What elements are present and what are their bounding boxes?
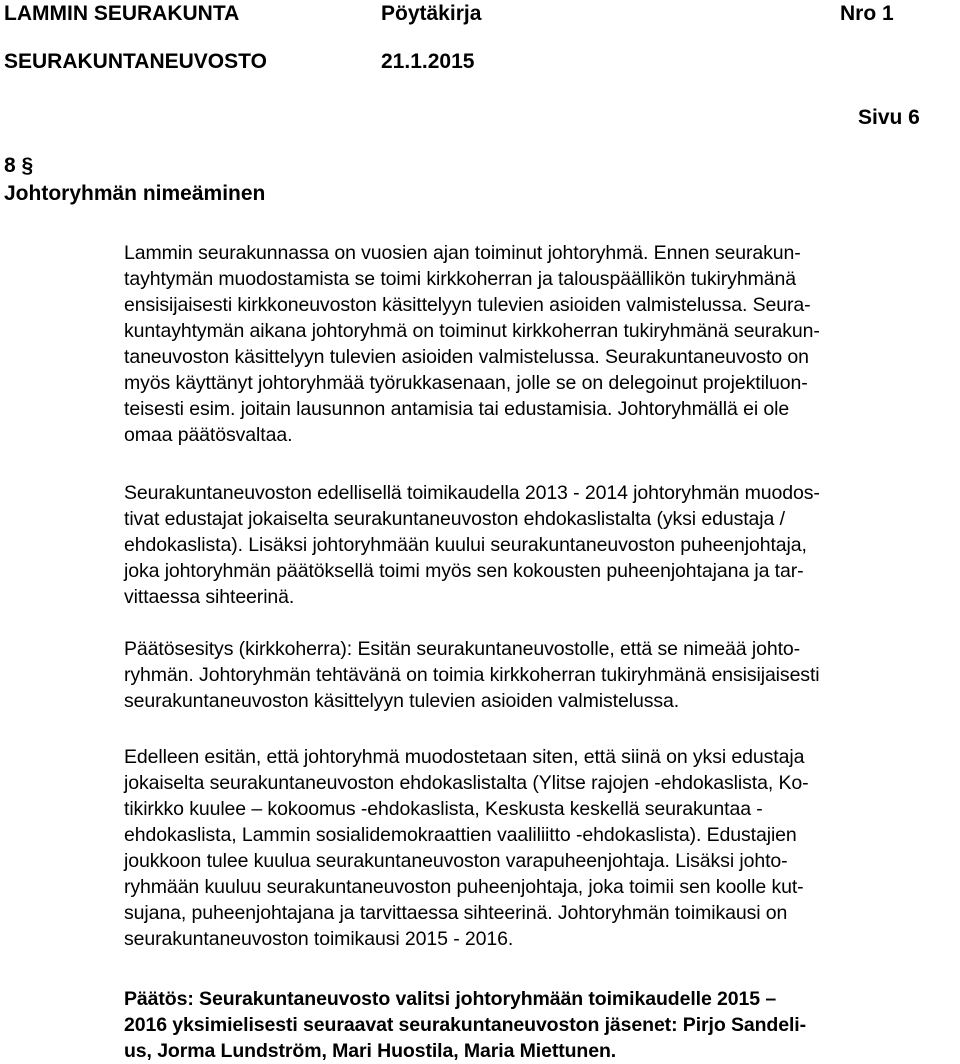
text-line: omaa päätösvaltaa.	[124, 424, 293, 446]
text-line: Päätösesitys (kirkkoherra): Esitän seurakuntaneuvostolle, että se nimeää johto-	[124, 638, 801, 660]
organization-name: LAMMIN SEURAKUNTA	[4, 2, 240, 25]
text-line: joka johtoryhmän päätöksellä toimi myös sen kokousten puheenjohtajana ja tar-	[124, 560, 804, 582]
text-line: seurakuntaneuvoston käsittelyyn tulevien asioiden valmistelussa.	[124, 690, 680, 712]
section-number: 8 §	[4, 154, 34, 177]
text-line: ensisijaisesti kirkkoneuvoston käsittelyyn tulevien asioiden valmistelussa. Seura-	[124, 294, 811, 316]
paragraph-proposal	[124, 636, 954, 714]
text-line: tikirkko kuulee – kokoomus -ehdokaslista, Keskusta keskellä seurakuntaa -	[124, 798, 763, 820]
text-line: Seurakuntaneuvoston edellisellä toimikaudella 2013 - 2014 johtoryhmän muodos-	[124, 482, 820, 504]
text-line: Päätös: Seurakuntaneuvosto valitsi johtoryhmään toimikaudelle 2015 –	[124, 988, 777, 1010]
document-number: Nro 1	[840, 2, 894, 25]
paragraph-composition	[124, 744, 954, 952]
text-line: myös käyttänyt johtoryhmää työrukkasenaan, jolle se on delegoinut projektiluon-	[124, 372, 808, 394]
meeting-date: 21.1.2015	[381, 50, 475, 73]
text-line: vittaessa sihteerinä.	[124, 586, 295, 608]
text-line: taneuvoston käsittelyyn tulevien asioiden valmistelussa. Seurakuntaneuvosto on	[124, 346, 809, 368]
text-line: ryhmän. Johtoryhmän tehtävänä on toimia kirkkoherran tukiryhmänä ensisijaisesti	[124, 664, 820, 686]
text-line: Lammin seurakunnassa on vuosien ajan toiminut johtoryhmä. Ennen seurakun-	[124, 242, 801, 264]
section-title: Johtoryhmän nimeäminen	[4, 182, 266, 205]
governing-body: SEURAKUNTANEUVOSTO	[4, 50, 267, 73]
text-line: ehdokaslista, Lammin sosialidemokraattien vaaliliitto -ehdokaslista). Edustajien	[124, 824, 797, 846]
text-line: ryhmään kuuluu seurakuntaneuvoston puheenjohtaja, joka toimii sen koolle kut-	[124, 876, 804, 898]
text-line: joukkoon tulee kuulua seurakuntaneuvoston varapuheenjohtaja. Lisäksi johto-	[124, 850, 788, 872]
text-line: ehdokaslista). Lisäksi johtoryhmään kuului seurakuntaneuvoston puheenjohtaja,	[124, 534, 807, 556]
text-line: 2016 yksimielisesti seuraavat seurakuntaneuvoston jäsenet: Pirjo Sandeli-	[124, 1014, 806, 1036]
text-line: Edelleen esitän, että johtoryhmä muodostetaan siten, että siinä on yksi edustaja	[124, 746, 805, 768]
text-line: tivat edustajat jokaiselta seurakuntaneuvoston ehdokaslistalta (yksi edustaja /	[124, 508, 785, 530]
paragraph-background	[124, 240, 954, 448]
page-number: Sivu 6	[858, 106, 920, 129]
paragraph-previous-term	[124, 480, 954, 610]
text-line: tayhtymän muodostamista se toimi kirkkoherran ja talouspäällikön tukiryhmänä	[124, 268, 796, 290]
text-line: kuntayhtymän aikana johtoryhmä on toiminut kirkkoherran tukiryhmänä seurakun-	[124, 320, 820, 342]
text-line: teisesti esim. joitain lausunnon antamisia tai edustamisia. Johtoryhmällä ei ole	[124, 398, 790, 420]
document-type: Pöytäkirja	[381, 2, 482, 25]
paragraph-decision	[124, 986, 954, 1064]
text-line: seurakuntaneuvoston toimikausi 2015 - 2016.	[124, 928, 514, 950]
text-line: us, Jorma Lundström, Mari Huostila, Maria Miettunen.	[124, 1040, 617, 1062]
text-line: jokaiselta seurakuntaneuvoston ehdokaslistalta (Ylitse rajojen -ehdokaslista, Ko-	[124, 772, 809, 794]
text-line: sujana, puheenjohtajana ja tarvittaessa sihteerinä. Johtoryhmän toimikausi on	[124, 902, 788, 924]
